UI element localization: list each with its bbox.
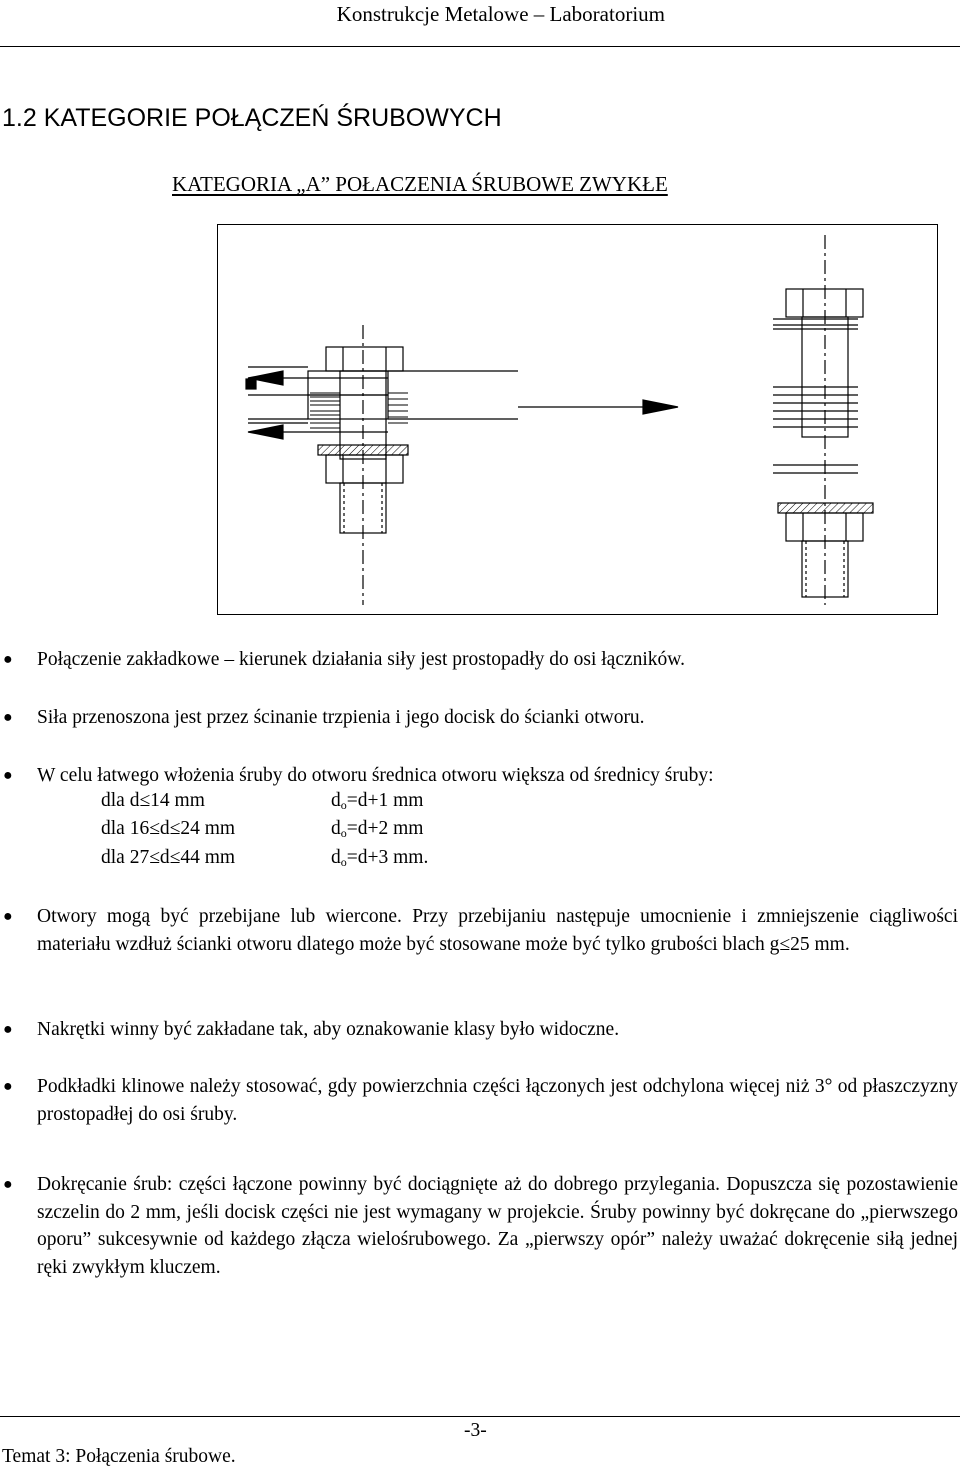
bullet-icon: ●	[3, 1078, 13, 1095]
footer-rule	[0, 1416, 960, 1417]
row-condition-end: d≤44 mm	[159, 847, 236, 868]
clearance-row-1	[101, 790, 205, 812]
bullet-text: Nakrętki winny być zakładane tak, aby oznakowanie klasy było widoczne.	[37, 1019, 620, 1040]
bullet-text-block	[37, 903, 958, 958]
header-rule	[0, 46, 960, 47]
section-title: 1.2 KATEGORIE POŁĄCZEŃ ŚRUBOWYCH	[2, 104, 502, 132]
bullet-text: Połączenie zakładkowe – kierunek działania siły jest prostopadły do osi łączników.	[37, 649, 685, 670]
d-symbol: d	[331, 847, 341, 868]
clearance-value-2	[331, 818, 423, 841]
clearance-row-2	[101, 818, 235, 840]
row-value: =d+2 mm	[346, 818, 424, 839]
bullet-text: W celu łatwego włożenia śruby do otworu średnica otworu większa od średnicy śruby:	[37, 765, 714, 786]
d-subscript: o	[340, 855, 347, 869]
bullet-icon: ●	[3, 1021, 13, 1038]
d-subscript: o	[340, 826, 347, 840]
row-condition-end: 14 mm	[150, 790, 205, 811]
bolt-left	[318, 325, 408, 605]
row-condition: dla 16	[101, 818, 150, 839]
bullet-icon: ●	[3, 767, 13, 784]
row-condition: dla d	[101, 790, 140, 811]
page-number: -3-	[464, 1420, 487, 1441]
bullet-text: Podkładki klinowe należy stosować, gdy powierzchnia części łączonych jest odchylona więcej niż 3° od płaszczyzny prostopadłej do osi śruby.	[37, 1076, 958, 1125]
d-symbol: d	[331, 790, 341, 811]
clearance-value-1	[331, 790, 423, 813]
row-value: =d+3 mm.	[346, 847, 429, 868]
bullet-icon: ●	[3, 1176, 13, 1193]
bullet-text: Dokręcanie śrub: części łączone powinny być dociągnięte aż do dobrego przylegania. Dopuszcza się pozostawienie szczelin do 2 mm, jeśli docisk części nie jest wymagany w projekcie. Śruby powinny być dokręcane do „pierwszego oporu” sukcesywnie od każdego złącza wielośrubowego. Za „pierwszy opór” należy uważać dokręcenie siłą jednej ręki zwykłym kluczem.	[37, 1174, 958, 1278]
running-header: Konstrukcje Metalowe – Laboratorium	[336, 2, 665, 26]
bullet-icon: ●	[3, 908, 13, 925]
le-symbol: ≤	[139, 790, 151, 811]
clearance-row-3	[101, 847, 235, 869]
lap-joint-plates	[246, 367, 518, 423]
bullet-text: Siła przenoszona jest przez ścinanie trzpienia i jego docisk do ścianki otworu.	[37, 707, 645, 728]
bearing-arrows-left	[310, 393, 408, 432]
footer-topic: Temat 3: Połączenia śrubowe.	[2, 1446, 236, 1467]
bullet-item-holes	[0, 903, 960, 958]
bullet-text: Otwory mogą być przebijane lub wiercone. Przy przebijaniu następuje umocnienie i zmniejszenie ciągliwości materiału wzdłuż ścianki otworu dlatego może być stosowane może być tylko grubości blach g≤25 mm.	[37, 906, 958, 955]
le-symbol: ≤	[149, 818, 160, 839]
bullet-icon: ●	[3, 651, 13, 668]
bolted-joint-figure	[217, 224, 938, 615]
d-subscript: o	[340, 798, 347, 812]
bullet-item-tightening	[0, 1171, 960, 1281]
le-symbol: ≤	[149, 847, 160, 868]
d-symbol: d	[331, 818, 341, 839]
clearance-value-3	[331, 847, 428, 870]
row-condition: dla 27	[101, 847, 150, 868]
row-value: =d+1 mm	[346, 790, 424, 811]
bolt-right-top	[773, 235, 863, 605]
row-condition-end: d≤24 mm	[159, 818, 236, 839]
bullet-item-washers	[0, 1073, 960, 1128]
bolted-joint-drawing	[218, 225, 937, 614]
bullet-icon: ●	[3, 709, 13, 726]
section-subtitle: KATEGORIA „A” POŁACZENIA ŚRUBOWE ZWYKŁE	[172, 172, 668, 196]
